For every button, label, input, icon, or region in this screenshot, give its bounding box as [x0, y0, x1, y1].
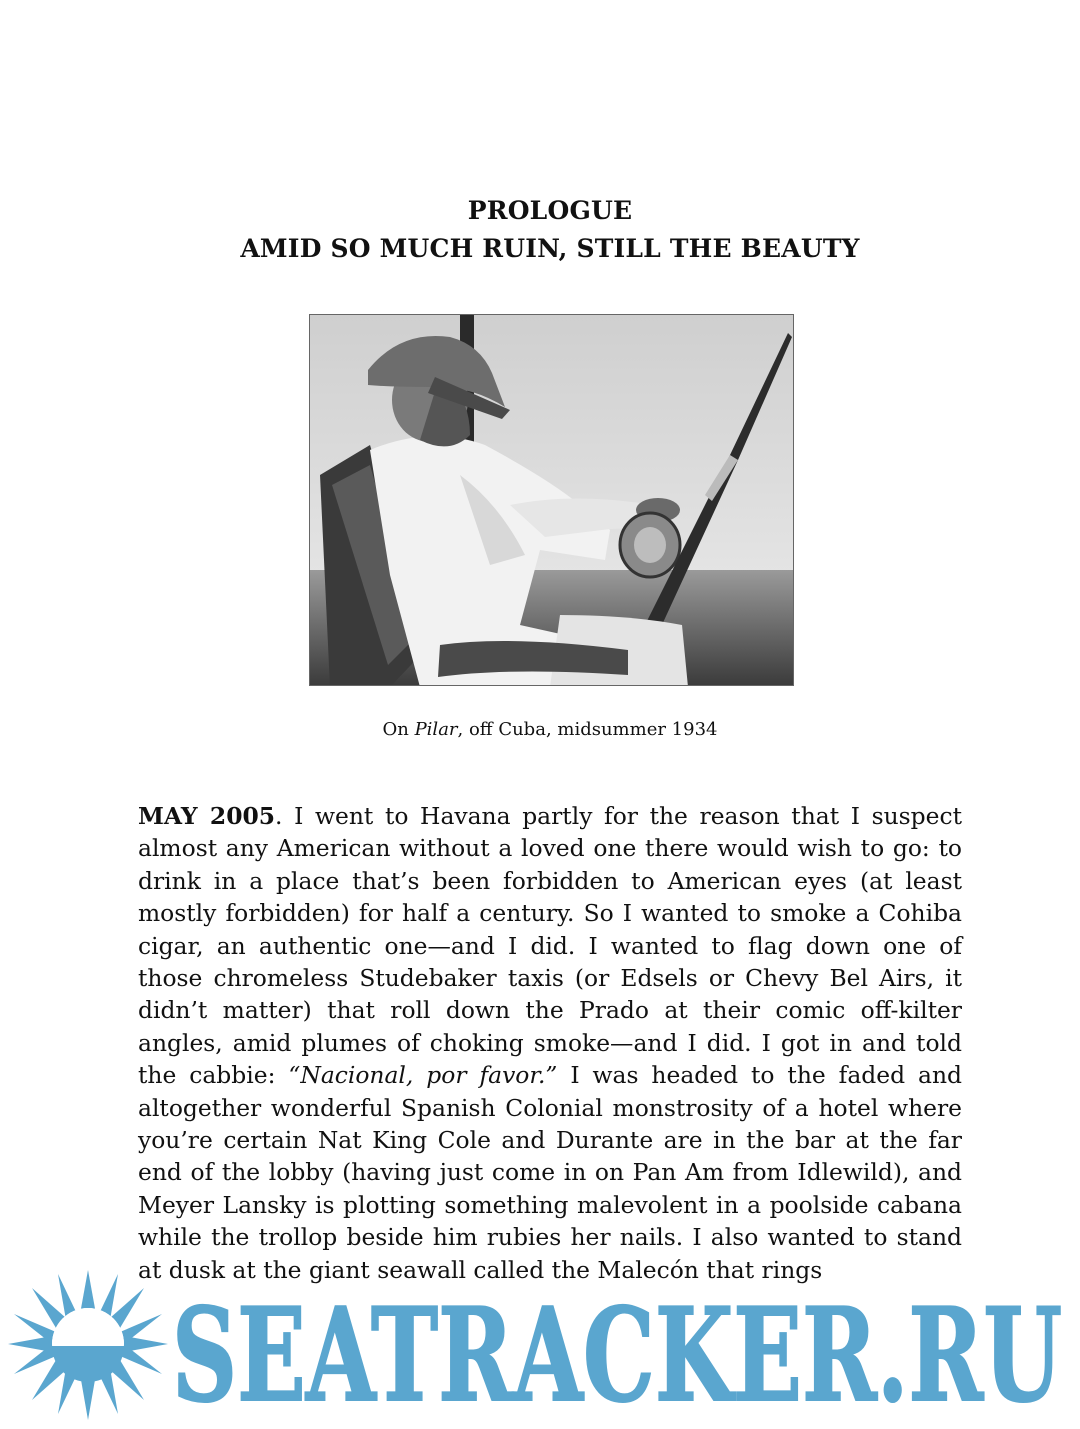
caption-prefix: On	[382, 719, 415, 740]
body-text-part-1: . I went to Havana partly for the reason that I suspect almost any American without a loved one there would wish to go: to drink in a place that’s been forbidden to American eyes (at least mostly forbidden) for half a century. So I wanted to smoke a Cohiba cigar, an authentic one—and I did. I wanted to flag down one of those chromeless Studebaker taxis (or Edsels or Chevy Bel Airs, it didn’t matter) that roll down the Prado at their comic off-kilter angles, amid plumes of choking smoke—and I did. I got in and told the cabbie:	[138, 802, 963, 1090]
watermark-text: SEATRACKER.RU	[172, 1281, 1062, 1425]
body-quote: “Nacional, por favor.”	[288, 1061, 558, 1090]
fisherman-photo	[309, 314, 794, 686]
chapter-title: AMID SO MUCH RUIN, STILL THE BEAUTY	[240, 234, 860, 263]
body-text-part-2: I was headed to the faded and altogether wonderful Spanish Colonial monstrosity of a hotel where you’re certain Nat King Cole and Durante are in the bar at the far end of the lobby (having just come in on Pan Am from Idlewild), and Meyer Lansky is plotting something malevolent in a poolside cabana while the trollop beside him rubies her nails. I also wanted to stand at dusk at the giant seawall called the Malecón that rings	[138, 1061, 962, 1284]
caption-boat-name: Pilar	[414, 719, 458, 740]
body-paragraph	[138, 800, 962, 1286]
sun-icon	[8, 1270, 168, 1420]
photo-caption	[0, 719, 1080, 740]
caption-suffix: , off Cuba, midsummer 1934	[457, 719, 718, 740]
chapter-label: PROLOGUE	[467, 196, 633, 225]
watermark	[0, 1262, 1080, 1425]
dateline: MAY 2005	[138, 802, 276, 830]
